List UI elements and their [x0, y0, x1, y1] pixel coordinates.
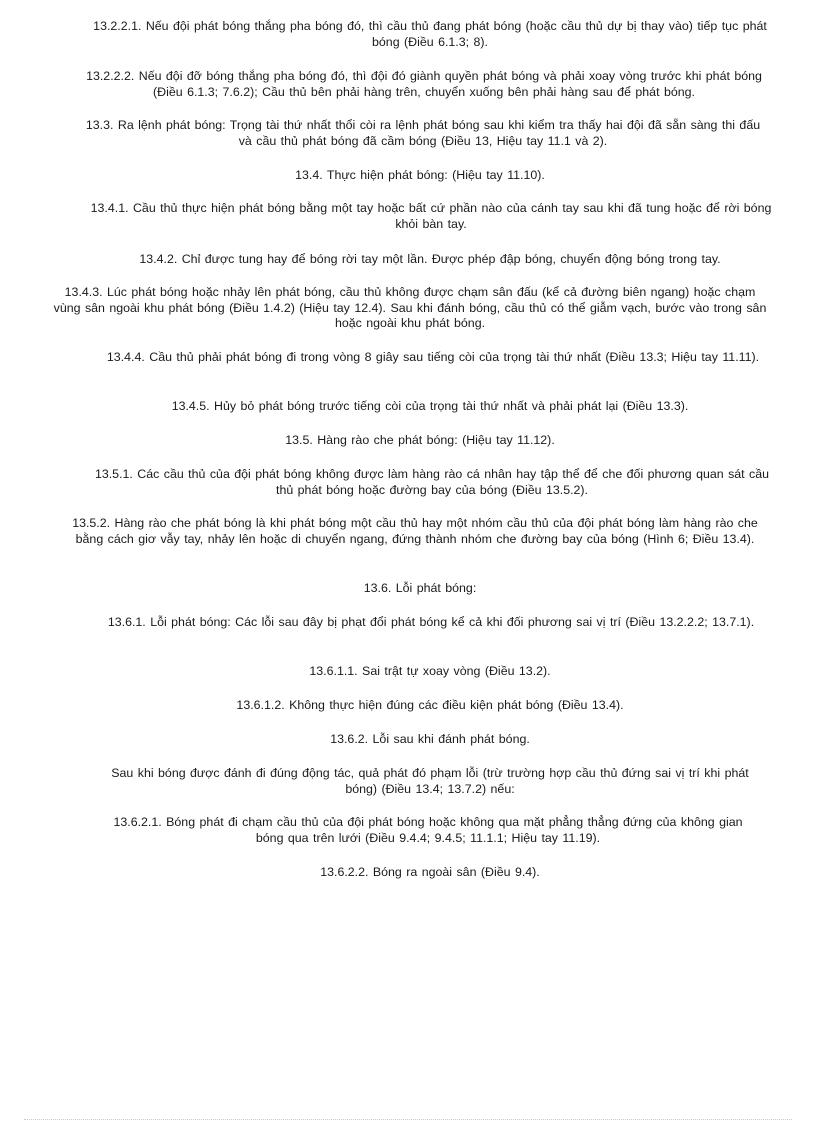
paragraph-13-6-1-1: 13.6.1.1. Sai trật tự xoay vòng (Điều 13.2). — [309, 664, 551, 678]
paragraph-13-6: 13.6. Lỗi phát bóng: — [363, 581, 477, 595]
paragraph-13-4-1: 13.4.1. Cầu thủ thực hiện phát bóng bằng một tay hoặc bất cứ phần nào của cánh tay sau khi đã tung hoặc để rời bóng khỏi bàn tay. — [90, 201, 772, 231]
paragraph-13-6-1: 13.6.1. Lỗi phát bóng: Các lỗi sau đây bị phạt đổi phát bóng kể cả khi đối phương sai vị trí (Điều 13.2.2.2; 13.7.1). — [107, 615, 755, 629]
paragraph-13-3: 13.3. Ra lệnh phát bóng: Trọng tài thứ nhất thổi còi ra lệnh phát bóng sau khi kiểm tra thấy hai đội đã sẵn sàng thi đấu và cầu thủ phát bóng đã cầm bóng (Điều 13, Hiệu tay 11.1 và 2). — [85, 118, 761, 148]
paragraph-13-4-3: 13.4.3. Lúc phát bóng hoặc nhảy lên phát bóng, cầu thủ không được chạm sân đấu (kể cả đường biên ngang) hoặc chạm vùng sân ngoài khu phát bóng (Điều 1.4.2) (Hiệu tay 12.4). Sau khi đánh bóng, cầu thủ có thể giẫm vạch, bước vào trong sân hoặc ngoài khu phát bóng. — [53, 285, 767, 330]
paragraph-13-4-5: 13.4.5. Hủy bỏ phát bóng trước tiếng còi của trọng tài thứ nhất và phải phát lại (Điều 13.3). — [171, 399, 689, 413]
paragraph-13-6-2-2: 13.6.2.2. Bóng ra ngoài sân (Điều 9.4). — [320, 865, 540, 879]
paragraph-13-2-2-1: 13.2.2.1. Nếu đội phát bóng thắng pha bóng đó, thì cầu thủ đang phát bóng (hoặc cầu thủ dự bị thay vào) tiếp tục phát bóng (Điều 6.1.3; 8). — [93, 19, 767, 49]
paragraph-13-5: 13.5. Hàng rào che phát bóng: (Hiệu tay 11.12). — [285, 433, 555, 447]
paragraph-13-4-4: 13.4.4. Cầu thủ phải phát bóng đi trong vòng 8 giây sau tiếng còi của trọng tài thứ nhất (Điều 13.3; Hiệu tay 11.11). — [106, 350, 760, 364]
paragraph-13-6-2-1: 13.6.2.1. Bóng phát đi chạm cầu thủ của đội phát bóng hoặc không qua mặt phẳng thẳng đứng của không gian bóng qua trên lưới (Điều 9.4.4; 9.4.5; 11.1.1; Hiệu tay 11.19). — [113, 815, 743, 845]
paragraph-13-2-2-2: 13.2.2.2. Nếu đội đỡ bóng thắng pha bóng đó, thì đội đó giành quyền phát bóng và phải xoay vòng trước khi phát bóng (Điều 6.1.3; 7.6.2); Cầu thủ bên phải hàng trên, chuyển xuống bên phải hàng sau để phát bóng. — [86, 69, 762, 99]
paragraph-13-6-2: 13.6.2. Lỗi sau khi đánh phát bóng. — [330, 732, 530, 746]
paragraph-13-6-1-2: 13.6.1.2. Không thực hiện đúng các điều kiện phát bóng (Điều 13.4). — [236, 698, 624, 712]
paragraph-13-5-2: 13.5.2. Hàng rào che phát bóng là khi phát bóng một cầu thủ hay một nhóm cầu thủ của đội phát bóng làm hàng rào che bằng cách giơ vẫy tay, nhảy lên hoặc di chuyển ngang, đứng thành nhóm che đường bay của bóng (Hình 6; Điều 13.4). — [72, 516, 758, 546]
page-bottom-edge — [24, 1119, 792, 1120]
paragraph-13-6-2-intro: Sau khi bóng được đánh đi đúng động tác, quả phát đó phạm lỗi (trừ trường hợp cầu thủ đứng sai vị trí khi phát bóng) (Điều 13.4; 13.7.2) nếu: — [111, 766, 749, 796]
paragraph-13-4-2: 13.4.2. Chỉ được tung hay để bóng rời tay một lần. Được phép đập bóng, chuyển động bóng trong tay. — [139, 252, 721, 266]
paragraph-13-4: 13.4. Thực hiện phát bóng: (Hiệu tay 11.10). — [295, 168, 545, 182]
paragraph-13-5-1: 13.5.1. Các cầu thủ của đội phát bóng không được làm hàng rào cá nhân hay tập thể để che đối phương quan sát cầu thủ phát bóng hoặc đường bay của bóng (Điều 13.5.2). — [94, 467, 770, 497]
